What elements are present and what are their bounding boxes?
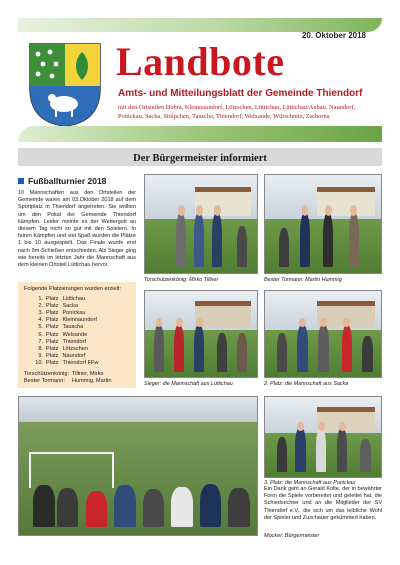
top-scorer-row	[24, 371, 130, 378]
photo-best-keeper	[264, 174, 382, 274]
article-intro: 10 Mannschaften aus den Ortsteilen der Gemeinde waren am 03.Oktober 2018 auf dem Sportplatz in Thiendorf angetreten. Sie wollten um den Pokal der Gemeinde Thiendorf kämpfen. Leider meinte es der Wettergott an diesem Tag nicht so gut mit den Spielern. In fairen Kämpfen und viel Spaß wurden die Plätze 1 bis 10 ausgespielt. Das Finale wurde erst nach 9m-Schießen entschieden. Als Sieger ging wie bereits im letzten Jahr die Mannschaft aus dem kleinen Ortsteil Lüttichau hervor.	[18, 190, 136, 269]
masthead-subtitle: Amts- und Mitteilungsblatt der Gemeinde Thiendorf	[118, 88, 363, 99]
caption-third-place: 3. Platz: die Mannschaft aus Ponickau	[264, 480, 356, 486]
signature: Mocker, Bürgermeister	[264, 533, 320, 539]
result-row	[24, 353, 130, 360]
result-label: Platz	[46, 345, 59, 352]
result-rank: 1.	[38, 296, 43, 303]
section-heading-band	[18, 148, 382, 166]
result-team: Ponickau	[62, 310, 86, 317]
issue-date: 20. Oktober 2018	[301, 31, 366, 40]
article-title	[18, 176, 106, 186]
result-row	[24, 360, 130, 367]
result-team: Lötzschen	[62, 345, 88, 352]
results-list	[24, 296, 130, 367]
result-rank: 8.	[38, 345, 43, 352]
result-team: Welxande	[62, 331, 88, 338]
masthead-title: Landbote	[116, 39, 285, 84]
caption-top-scorer: Torschützenkönig: Mirko Tillner	[144, 277, 219, 283]
result-rank: 6.	[38, 331, 43, 338]
result-team: Lüttichau	[62, 296, 86, 303]
result-label: Platz	[46, 296, 59, 303]
result-row	[24, 317, 130, 324]
result-label: Platz	[46, 338, 59, 345]
result-team: Thiendorf	[62, 338, 87, 345]
closing-text: Ein Dank geht an Gerald Kolte, der in bewährter Form die Spiele vorbereitet und geleitet hat, die Schiedsrichter und an die Mitglieder der SV Thiendorf e.V., die sich um das leibliche Wohl der Spieler und Zuschauer gekümmert haben.	[264, 486, 382, 521]
result-label: Platz	[46, 310, 59, 317]
header-decoration-bottom	[18, 126, 382, 142]
photo-field-overview	[18, 396, 258, 536]
bullet-square-icon	[18, 178, 24, 184]
result-rank: 9.	[38, 352, 43, 359]
result-row	[24, 310, 130, 317]
header-decoration-top	[18, 18, 382, 32]
result-row	[24, 303, 130, 310]
result-rank: 2.	[38, 303, 43, 310]
photo-winner-team	[144, 290, 258, 378]
result-team: Tauscha	[62, 324, 84, 331]
result-rank: 4.	[38, 317, 43, 324]
best-keeper-row	[24, 378, 130, 385]
section-title: Der Bürgermeister informiert	[133, 153, 267, 164]
result-team: Sacka	[62, 303, 78, 310]
result-rank: 3.	[38, 310, 43, 317]
header	[18, 18, 382, 142]
result-team: Kleinnaundorf	[62, 317, 97, 324]
caption-second-place: 2. Platz: die Mannschaft aus Sacka	[264, 381, 349, 387]
results-box	[18, 282, 136, 388]
result-row	[24, 332, 130, 339]
photo-third-place	[264, 396, 382, 478]
result-label: Platz	[46, 331, 59, 338]
coat-of-arms-icon	[28, 42, 102, 128]
result-label: Platz	[46, 303, 59, 310]
result-label: Platz	[46, 352, 59, 359]
best-keeper-label: Bester Tormann:	[24, 378, 65, 385]
result-rank: 10.	[35, 359, 43, 366]
result-row	[24, 346, 130, 353]
result-team: Naundorf	[62, 352, 86, 359]
result-rank: 7.	[38, 338, 43, 345]
top-scorer-label: Torschützenkönig:	[24, 371, 70, 378]
caption-best-keeper: Bester Tormann: Martin Hummig	[264, 277, 342, 283]
caption-winner-team: Sieger: die Mannschaft aus Lüttichau	[144, 381, 233, 387]
result-row	[24, 339, 130, 346]
result-label: Platz	[46, 324, 59, 331]
article-title-text: Fußballturnier 2018	[28, 176, 107, 186]
result-team: Thiendorf FFw	[62, 359, 99, 366]
top-scorer-value: Tillner, Mirko	[72, 371, 104, 378]
photo-second-place	[264, 290, 382, 378]
result-row	[24, 324, 130, 331]
result-label: Platz	[46, 317, 59, 324]
result-rank: 5.	[38, 324, 43, 331]
result-row	[24, 296, 130, 303]
village-list: mit den Ortsteilen Dobra, Kleinnaundorf, Lötzschen, Lüttichau, Lüttichau/Anbau, Naundorf, Ponickau, Sacka, Stölpchen, Tauscha, Thiendorf, Welxande, Würschnitz, Zschorna	[118, 104, 356, 120]
result-label: Platz	[46, 359, 59, 366]
photo-top-scorer	[144, 174, 258, 274]
best-keeper-value: Hummig, Martin	[72, 378, 112, 385]
results-heading: Folgende Platzierungen wurden erzielt:	[24, 286, 122, 292]
